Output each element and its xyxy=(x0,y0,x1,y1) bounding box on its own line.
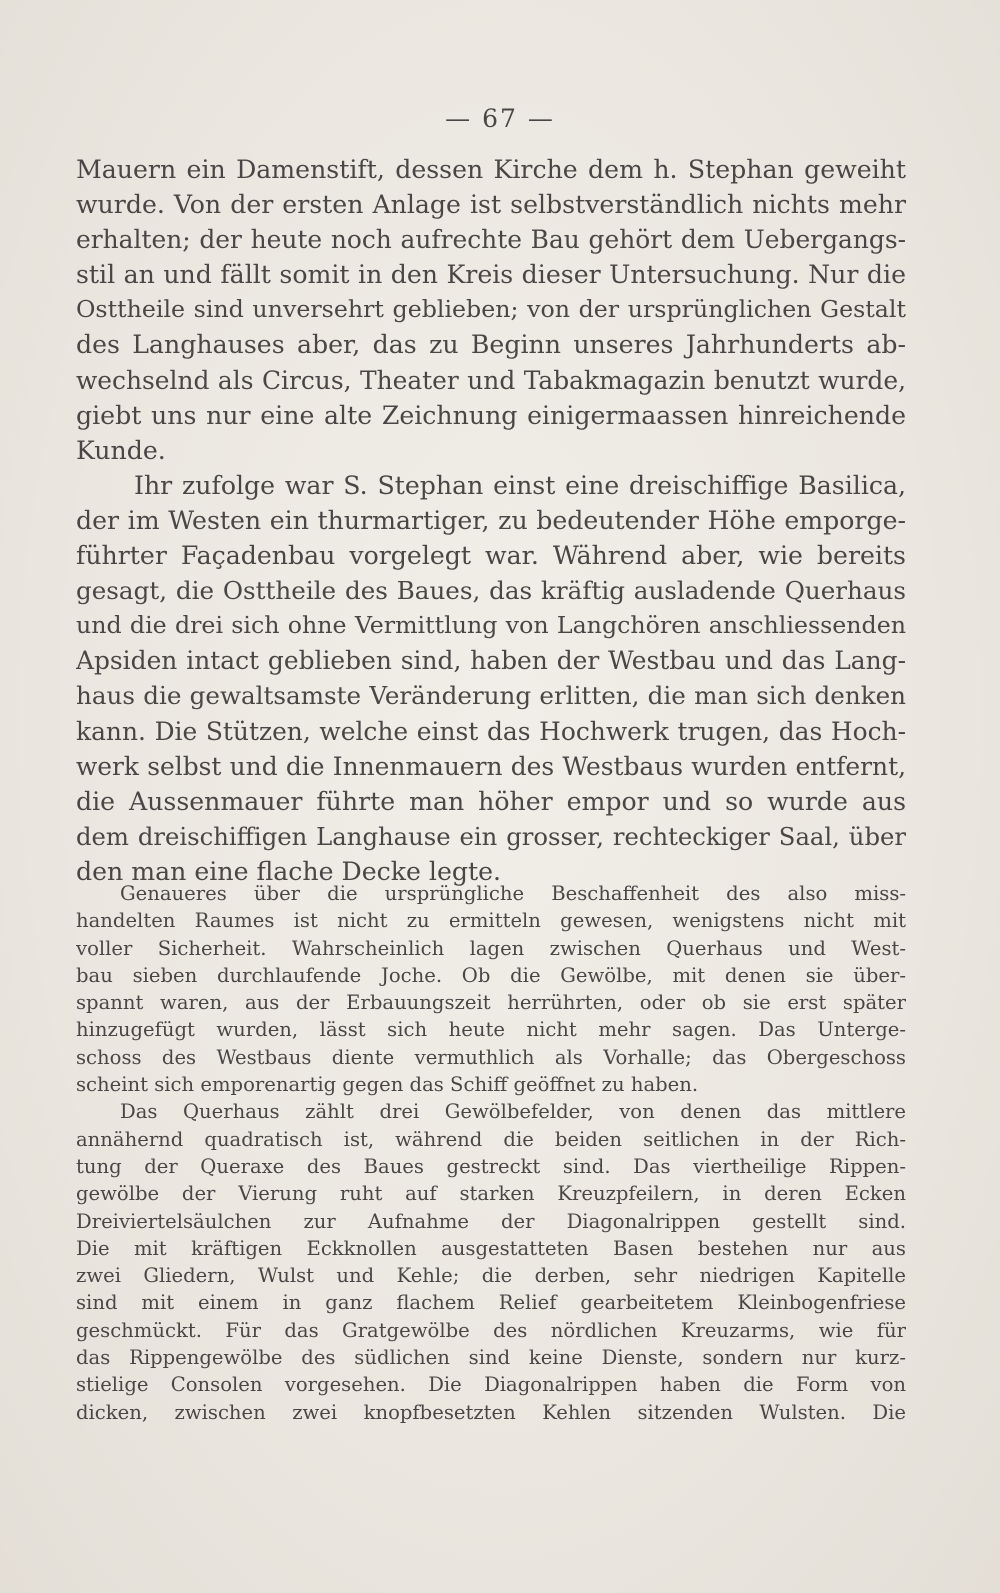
text-line: hinzugefügt wurden, lässt sich heute nicht mehr sagen. Das Unterge- xyxy=(76,1018,906,1042)
text-line: schoss des Westbaus diente vermuthlich als Vorhalle; das Obergeschoss xyxy=(76,1045,906,1069)
text-line: annähernd quadratisch ist, während die beiden seitlichen in der Rich- xyxy=(76,1127,906,1151)
text-line: das Rippengewölbe des südlichen sind keine Dienste, sondern nur kurz- xyxy=(76,1346,906,1370)
small-text-block xyxy=(76,880,906,1426)
text-line: des Langhauses aber, das zu Beginn unseres Jahrhunderts ab- xyxy=(76,330,906,360)
text-line: scheint sich emporenartig gegen das Schiff geöffnet zu haben. xyxy=(76,1073,699,1097)
text-line: und die drei sich ohne Vermittlung von Langchören anschliessenden xyxy=(76,611,906,640)
text-line: gewölbe der Vierung ruht auf starken Kreuzpfeilern, in deren Ecken xyxy=(76,1182,906,1206)
main-text-block xyxy=(76,152,906,889)
text-line: zwei Gliedern, Wulst und Kehle; die derben, sehr niedrigen Kapitelle xyxy=(76,1264,906,1288)
text-line: Genaueres über die ursprüngliche Beschaffenheit des also miss- xyxy=(120,882,906,905)
text-line: den man eine flache Decke legte. xyxy=(76,856,502,886)
text-line: haus die gewaltsamste Veränderung erlitten, die man sich denken xyxy=(76,681,906,711)
text-line: führter Façadenbau vorgelegt war. Während aber, wie bereits xyxy=(76,541,906,571)
text-line: wechselnd als Circus, Theater und Tabakmagazin benutzt wurde, xyxy=(76,365,906,395)
small-paragraph-2 xyxy=(76,1098,906,1426)
paragraph-2 xyxy=(76,468,906,889)
text-line: dicken, zwischen zwei knopfbesetzten Kehlen sitzenden Wulsten. Die xyxy=(76,1400,906,1424)
text-line: sind mit einem in ganz flachem Relief gearbeitetem Kleinbogenfriese xyxy=(76,1291,906,1315)
text-line: der im Westen ein thurmartiger, zu bedeutender Höhe emporge- xyxy=(76,505,906,535)
small-paragraph-1 xyxy=(76,880,906,1098)
text-line: Mauern ein Damenstift, dessen Kirche dem h. Stephan geweiht xyxy=(76,155,906,184)
text-line: Osttheile sind unversehrt geblieben; von der ursprünglichen Gestalt xyxy=(76,295,906,324)
text-line: Die mit kräftigen Eckknollen ausgestatteten Basen bestehen nur aus xyxy=(76,1236,906,1260)
text-line: handelten Raumes ist nicht zu ermitteln gewesen, wenigstens nicht mit xyxy=(76,909,906,933)
text-line: gesagt, die Osttheile des Baues, das kräftig ausladende Querhaus xyxy=(76,576,906,606)
text-line: giebt uns nur eine alte Zeichnung einigermaassen hinreichende xyxy=(76,400,906,430)
text-line: stielige Consolen vorgesehen. Die Diagonalrippen haben die Form von xyxy=(76,1373,906,1397)
text-line: dem dreischiffigen Langhause ein grosser, rechteckiger Saal, über xyxy=(76,821,906,851)
paragraph-1 xyxy=(76,152,906,468)
text-line: spannt waren, aus der Erbauungszeit herrührten, oder ob sie erst später xyxy=(76,991,906,1015)
text-line: Das Querhaus zählt drei Gewölbefelder, von denen das mittlere xyxy=(120,1100,906,1124)
text-line: Kunde. xyxy=(76,435,166,465)
text-line: wurde. Von der ersten Anlage ist selbstverständlich nichts mehr xyxy=(76,190,906,220)
text-line: voller Sicherheit. Wahrscheinlich lagen zwischen Querhaus und West- xyxy=(76,936,906,960)
text-line: Apsiden intact geblieben sind, haben der Westbau und das Lang- xyxy=(76,646,906,676)
text-line: geschmückt. Für das Gratgewölbe des nördlichen Kreuzarms, wie für xyxy=(76,1318,906,1342)
text-line: Ihr zufolge war S. Stephan einst eine dreischiffige Basilica, xyxy=(134,470,906,500)
text-line: stil an und fällt somit in den Kreis dieser Untersuchung. Nur die xyxy=(76,260,906,290)
text-line: bau sieben durchlaufende Joche. Ob die Gewölbe, mit denen sie über- xyxy=(76,963,906,987)
text-line: erhalten; der heute noch aufrechte Bau gehört dem Uebergangs- xyxy=(76,225,906,255)
page-number: — 67 — xyxy=(445,104,555,133)
text-line: kann. Die Stützen, welche einst das Hochwerk trugen, das Hoch- xyxy=(76,716,906,746)
text-line: tung der Queraxe des Baues gestreckt sind. Das viertheilige Rippen- xyxy=(76,1154,906,1178)
text-line: werk selbst und die Innenmauern des Westbaus wurden entfernt, xyxy=(76,751,906,781)
text-line: die Aussenmauer führte man höher empor und so wurde aus xyxy=(76,786,906,816)
text-line: Dreiviertelsäulchen zur Aufnahme der Diagonalrippen gestellt sind. xyxy=(76,1209,906,1233)
